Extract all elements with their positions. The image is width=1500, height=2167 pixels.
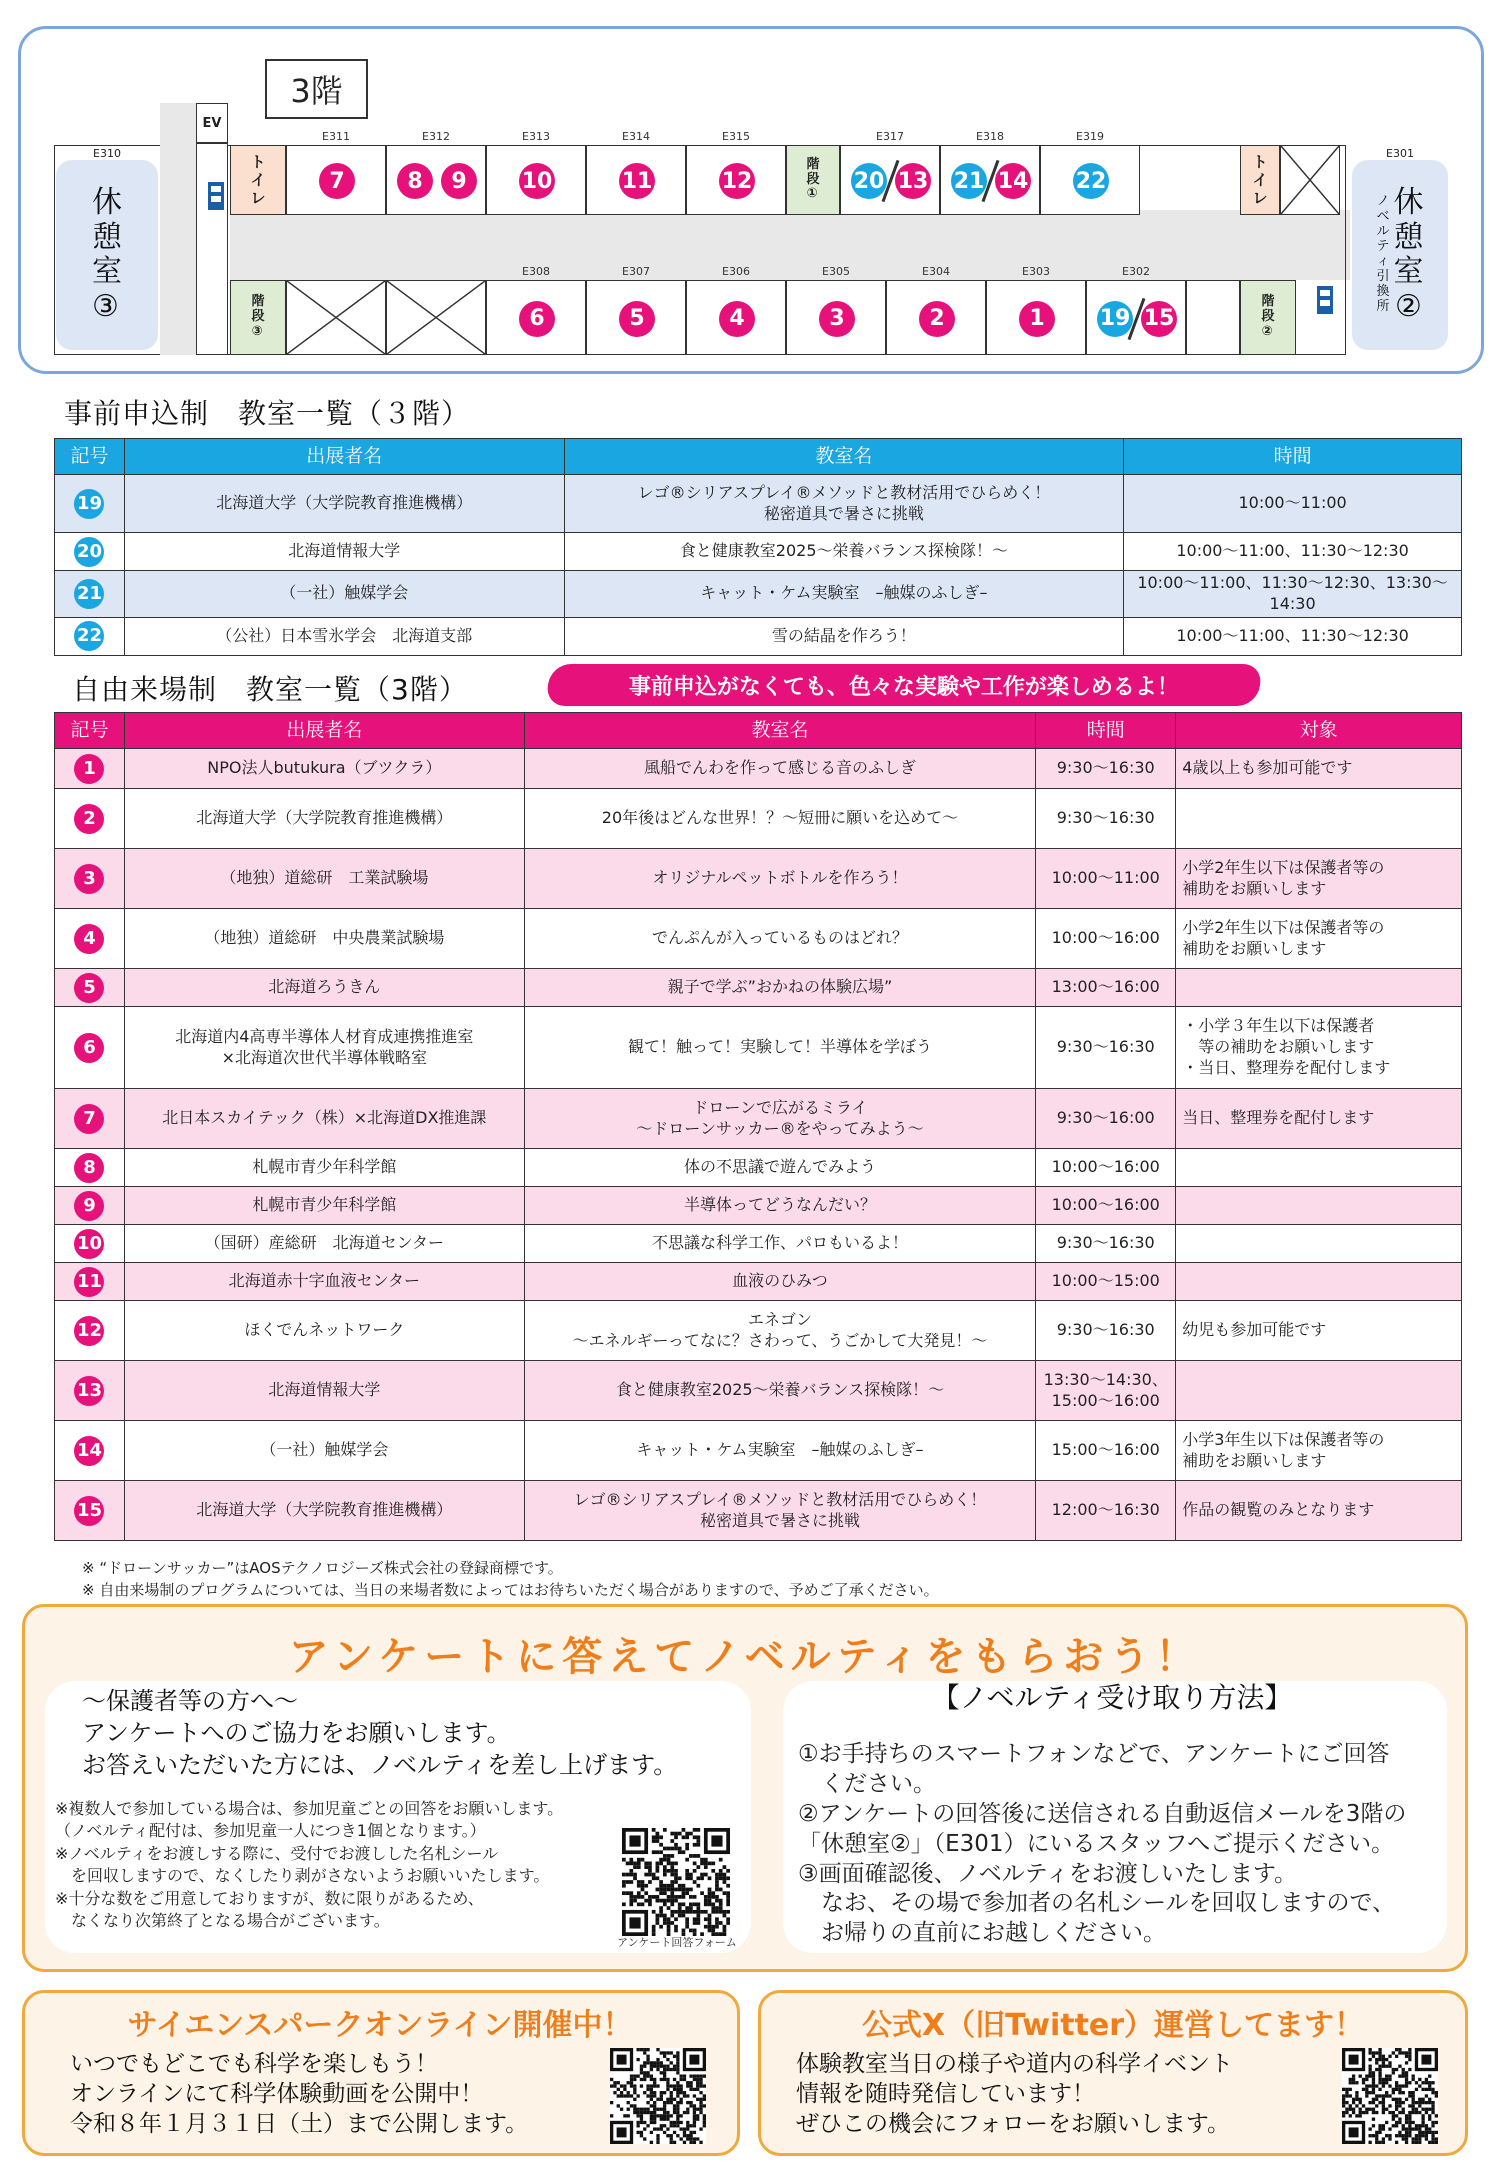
table-header-row	[55, 713, 1462, 749]
exhibitor-cell: 北海道内4高専半導体人材育成連携推進室 ×北海道次世代半導体戦略室	[124, 1007, 524, 1089]
table-row	[55, 571, 1462, 618]
room-number-19: 19	[1097, 301, 1133, 337]
class-name-cell: 20年後はどんな世界！？～短冊に願いを込めて～	[524, 789, 1036, 849]
time-cell: 10:00～16:00	[1036, 1187, 1176, 1225]
room-e305	[786, 265, 886, 355]
class-name-cell: 半導体ってどうなんだい？	[524, 1187, 1036, 1225]
row-number-badge: 4	[74, 924, 104, 954]
exhibitor-cell: 北海道情報大学	[124, 533, 564, 571]
online-line-1: いつでもどこでも科学を楽しもう！	[70, 2051, 438, 2077]
row-number-cell	[55, 1089, 125, 1149]
table-row	[55, 1301, 1462, 1361]
toilet-right: ト イ レ	[1240, 145, 1280, 215]
time-cell: 10:00～15:00	[1036, 1263, 1176, 1301]
table-row	[55, 1481, 1462, 1541]
room-code: E313	[522, 130, 550, 143]
room-number-1: 1	[1019, 301, 1055, 337]
exhibitor-cell: 北海道赤十字血液センター	[124, 1263, 524, 1301]
room-number-11: 11	[619, 163, 655, 199]
twitter-line-3: ぜひこの機会にフォローをお願いします。	[796, 2111, 1231, 2137]
room-number-13: 13	[895, 163, 931, 199]
room-code: E307	[622, 265, 650, 278]
ev-wall	[196, 143, 228, 355]
novelty-step-line: お帰りの直前にお越しください。	[798, 1920, 1166, 1947]
room-e306	[686, 265, 786, 355]
row-number-badge: 1	[74, 754, 104, 784]
room-number-12: 12	[719, 163, 755, 199]
stairs-3: 階 段 ③	[230, 280, 286, 355]
time-cell: 10:00～11:00、11:30～12:30	[1124, 533, 1462, 571]
row-number-badge: 12	[74, 1316, 104, 1346]
class-name-cell: 食と健康教室2025～栄養バランス探検隊！～	[524, 1361, 1036, 1421]
table-row	[55, 969, 1462, 1007]
preregistration-table	[54, 438, 1462, 656]
elevator-label: EV	[196, 103, 228, 143]
room-code: E305	[822, 265, 850, 278]
class-name-cell: 体の不思議で遊んでみよう	[524, 1149, 1036, 1187]
table-row	[55, 1421, 1462, 1481]
novelty-step-line: なお、その場で参加者の名札シールを回収しますので、	[798, 1890, 1396, 1917]
room-number-8: 8	[397, 163, 433, 199]
closed-room-top	[1280, 145, 1340, 215]
target-cell: 小学2年生以下は保護者等の 補助をお願いします	[1176, 849, 1462, 909]
room-number-3: 3	[819, 301, 855, 337]
room-code: E315	[722, 130, 750, 143]
online-line-3: 令和８年１月３１日（土）まで公開します。	[70, 2111, 529, 2137]
time-cell: 13:00～16:00	[1036, 969, 1176, 1007]
room-e312	[386, 130, 486, 215]
room-e314	[586, 130, 686, 215]
room-e319	[1040, 130, 1140, 215]
room-code: E311	[322, 130, 350, 143]
exhibitor-cell: （国研）産総研 北海道センター	[124, 1225, 524, 1263]
target-cell: ・小学３年生以下は保護者 等の補助をお願いします ・当日、整理券を配付します	[1176, 1007, 1462, 1089]
survey-note-line: なくなり次第終了となる場合がございます。	[55, 1910, 390, 1930]
target-cell	[1176, 969, 1462, 1007]
table-row	[55, 533, 1462, 571]
novelty-steps	[798, 1740, 1458, 1949]
survey-note-line: ※複数人で参加している場合は、参加児童ごとの回答をお願いします。	[55, 1799, 564, 1818]
vending-icon	[1317, 286, 1333, 314]
time-cell: 9:30～16:30	[1036, 1301, 1176, 1361]
lounge-right-name: 休 憩 室 ②	[1393, 185, 1424, 324]
class-name-cell: 雪の結晶を作ろう！	[564, 617, 1124, 655]
twitter-title: 公式X（旧Twitter）運営してます！	[861, 2008, 1365, 2043]
banner-text: 事前申込がなくても、色々な実験や工作が楽しめるよ！	[628, 674, 1179, 700]
row-number-cell	[55, 1263, 125, 1301]
section2-heading: 自由来場制 教室一覧（3階）	[72, 673, 468, 706]
row-number-badge: 5	[74, 973, 104, 1003]
exhibitor-cell: 北海道情報大学	[124, 1361, 524, 1421]
header-1: 出展者名	[124, 439, 564, 475]
class-name-cell: 血液のひみつ	[524, 1263, 1036, 1301]
lounge-right	[1352, 160, 1448, 350]
lounge-left-code: E310	[93, 147, 121, 160]
survey-note-line: ※十分な数をご用意しておりますが、数に限りがあるため、	[55, 1888, 484, 1908]
closed-room-2	[386, 280, 486, 355]
target-cell: 当日、整理券を配付します	[1176, 1089, 1462, 1149]
time-cell: 10:00～16:00	[1036, 909, 1176, 969]
class-name-cell: ドローンで広がるミライ ～ドローンサッカー®をやってみよう～	[524, 1089, 1036, 1149]
table-row	[55, 1149, 1462, 1187]
row-number-cell	[55, 1187, 125, 1225]
row-number-badge: 15	[74, 1496, 104, 1526]
target-cell	[1176, 1187, 1462, 1225]
row-number-badge: 22	[74, 621, 104, 651]
header-3: 時間	[1036, 713, 1176, 749]
room-e317	[840, 130, 940, 215]
novelty-step-line: ③画面確認後、ノベルティをお渡しいたします。	[798, 1860, 1298, 1887]
novelty-step-line: ください。	[798, 1770, 936, 1797]
note-2: ※ 自由来場制のプログラムについては、当日の来場者数によってはお待ちいただく場合がありますので、予めご了承ください。	[82, 1581, 939, 1599]
twitter-qr-code[interactable]	[1342, 2048, 1438, 2144]
survey-title: アンケートに答えてノベルティをもらおう！	[288, 1634, 1202, 1680]
time-cell: 15:00～16:00	[1036, 1421, 1176, 1481]
header-0: 記号	[55, 439, 125, 475]
row-number-cell	[55, 1421, 125, 1481]
exhibitor-cell: 札幌市青少年科学館	[124, 1187, 524, 1225]
survey-note-line: ※ノベルティをお渡しする際に、受付でお渡しした名札シール	[55, 1843, 499, 1863]
room-number-21: 21	[951, 163, 987, 199]
class-name-cell: 食と健康教室2025～栄養バランス探検隊！～	[564, 533, 1124, 571]
exhibitor-cell: （地独）道総研 工業試験場	[124, 849, 524, 909]
table-row	[55, 909, 1462, 969]
lounge-right-code: E301	[1386, 147, 1414, 160]
time-cell: 10:00～16:00	[1036, 1149, 1176, 1187]
exhibitor-cell: 札幌市青少年科学館	[124, 1149, 524, 1187]
online-title: サイエンスパークオンライン開催中！	[127, 2008, 633, 2043]
time-cell: 10:00～11:00、11:30～12:30、13:30～14:30	[1124, 571, 1462, 618]
elevator-shaft	[160, 103, 196, 355]
room-code: E317	[876, 130, 904, 143]
class-name-cell: 不思議な科学工作、パロもいるよ！	[524, 1225, 1036, 1263]
row-number-cell	[55, 909, 125, 969]
target-cell: 幼児も参加可能です	[1176, 1301, 1462, 1361]
row-number-cell	[55, 849, 125, 909]
room-code: E302	[1122, 265, 1150, 278]
row-number-badge: 6	[74, 1033, 104, 1063]
room-e304	[886, 265, 986, 355]
room-code: E314	[622, 130, 650, 143]
room-e302	[1086, 265, 1186, 355]
class-name-cell: オリジナルペットボトルを作ろう！	[524, 849, 1036, 909]
novelty-step-line: ①お手持ちのスマートフォンなどで、アンケートにご回答	[798, 1741, 1390, 1767]
survey-left-line-3: お答えいただいた方には、ノベルティを差し上げます。	[82, 1751, 678, 1779]
table-row	[55, 1007, 1462, 1089]
free-entry-table	[54, 712, 1462, 1541]
exhibitor-cell: NPO法人butukura（ブツクラ）	[124, 749, 524, 789]
row-number-cell	[55, 571, 125, 618]
section1-heading: 事前申込制 教室一覧（３階）	[64, 397, 471, 430]
target-cell: 作品の観覧のみとなります	[1176, 1481, 1462, 1541]
room-code: E306	[722, 265, 750, 278]
row-number-cell	[55, 789, 125, 849]
time-cell: 10:00～11:00	[1036, 849, 1176, 909]
survey-note-line: を回収しますので、なくしたり剥がさないようお願いいたします。	[55, 1866, 550, 1886]
class-name-cell: レゴ®シリアスプレイ®メソッドと教材活用でひらめく！ 秘密道具で暑さに挑戦	[524, 1481, 1036, 1541]
class-name-cell: エネゴン ～エネルギーってなに？さわって、うごかして大発見！～	[524, 1301, 1036, 1361]
room-number-22: 22	[1073, 163, 1109, 199]
table-row	[55, 1263, 1462, 1301]
time-cell: 9:30～16:30	[1036, 1225, 1176, 1263]
time-cell: 13:30～14:30、 15:00～16:00	[1036, 1361, 1176, 1421]
stairs-1: 階 段 ①	[786, 145, 840, 215]
exhibitor-cell: 北海道ろうきん	[124, 969, 524, 1007]
room-number-15: 15	[1141, 301, 1177, 337]
row-number-badge: 9	[74, 1191, 104, 1221]
target-cell: 4歳以上も参加可能です	[1176, 749, 1462, 789]
vending-icon	[208, 182, 224, 210]
novelty-title: 【ノベルティ受け取り方法】	[931, 1681, 1293, 1714]
twitter-line-1: 体験教室当日の様子や道内の科学イベント	[796, 2051, 1233, 2077]
closed-room-1	[286, 280, 386, 355]
online-line-2: オンラインにて科学体験動画を公開中！	[70, 2081, 484, 2107]
room-e307	[586, 265, 686, 355]
row-number-cell	[55, 1481, 125, 1541]
room-number-6: 6	[519, 301, 555, 337]
header-2: 教室名	[524, 713, 1036, 749]
time-cell: 9:30～16:30	[1036, 1007, 1176, 1089]
table-row	[55, 789, 1462, 849]
header-4: 対象	[1176, 713, 1462, 749]
row-number-badge: 20	[74, 537, 104, 567]
novelty-step-line: ②アンケートの回答後に送信される自動返信メールを3階の	[798, 1800, 1407, 1827]
survey-left-line-1: ～保護者等の方へ～	[82, 1687, 298, 1715]
table-row	[55, 475, 1462, 533]
time-cell: 10:00～11:00	[1124, 475, 1462, 533]
row-number-cell	[55, 1361, 125, 1421]
time-cell: 10:00～11:00、11:30～12:30	[1124, 617, 1462, 655]
table-header-row	[55, 439, 1462, 475]
target-cell	[1176, 1263, 1462, 1301]
room-number-7: 7	[319, 163, 355, 199]
twitter-line-2: 情報を随時発信しています！	[796, 2081, 1095, 2107]
header-3: 時間	[1124, 439, 1462, 475]
qr-caption: アンケート回答フォーム	[617, 1936, 737, 1949]
exhibitor-cell: （公社）日本雪氷学会 北海道支部	[124, 617, 564, 655]
class-name-cell: でんぷんが入っているものはどれ？	[524, 909, 1036, 969]
class-name-cell: キャット・ケム実験室 –触媒のふしぎ–	[564, 571, 1124, 618]
row-number-cell	[55, 969, 125, 1007]
row-number-cell	[55, 1301, 125, 1361]
lounge-left: 休 憩 室 ③	[56, 160, 158, 350]
room-number-10: 10	[519, 163, 555, 199]
header-2: 教室名	[564, 439, 1124, 475]
row-number-badge: 19	[74, 489, 104, 519]
row-number-cell	[55, 475, 125, 533]
time-cell: 9:30～16:30	[1036, 749, 1176, 789]
class-name-cell: キャット・ケム実験室 –触媒のふしぎ–	[524, 1421, 1036, 1481]
room-number-14: 14	[995, 163, 1031, 199]
table-row	[55, 617, 1462, 655]
floor-label: 3階	[265, 59, 368, 119]
row-number-badge: 3	[74, 864, 104, 894]
floor-map-layer	[0, 0, 1500, 380]
survey-note-line: （ノベルティ配付は、参加児童一人につき1個となります。）	[55, 1821, 486, 1841]
room-bottom-filler	[1186, 280, 1240, 355]
room-e313	[486, 130, 586, 215]
header-1: 出展者名	[124, 713, 524, 749]
time-cell: 9:30～16:30	[1036, 789, 1176, 849]
table-row	[55, 1089, 1462, 1149]
novelty-step-line: 「休憩室②」（E301）にいるスタッフへご提示ください。	[798, 1830, 1395, 1857]
row-number-badge: 2	[74, 804, 104, 834]
row-number-badge: 21	[74, 579, 104, 609]
exhibitor-cell: （地独）道総研 中央農業試験場	[124, 909, 524, 969]
online-qr-code[interactable]	[610, 2048, 706, 2144]
exhibitor-cell: ほくでんネットワーク	[124, 1301, 524, 1361]
table-row	[55, 849, 1462, 909]
target-cell	[1176, 789, 1462, 849]
room-code: E318	[976, 130, 1004, 143]
room-number-9: 9	[441, 163, 477, 199]
room-code: E304	[922, 265, 950, 278]
row-number-badge: 7	[74, 1104, 104, 1134]
table-row	[55, 1187, 1462, 1225]
target-cell	[1176, 1149, 1462, 1187]
row-number-badge: 14	[74, 1436, 104, 1466]
room-code: E308	[522, 265, 550, 278]
lounge-right-sub: ノ ベ ル テ ィ 引 換 所	[1376, 194, 1390, 314]
free-entry-banner	[545, 664, 1263, 706]
row-number-badge: 10	[74, 1229, 104, 1259]
target-cell	[1176, 1225, 1462, 1263]
room-e315	[686, 130, 786, 215]
row-number-cell	[55, 617, 125, 655]
row-number-cell	[55, 749, 125, 789]
header-0: 記号	[55, 713, 125, 749]
room-number-2: 2	[919, 301, 955, 337]
target-cell: 小学3年生以下は保護者等の 補助をお願いします	[1176, 1421, 1462, 1481]
exhibitor-cell: （一社）触媒学会	[124, 1421, 524, 1481]
row-number-cell	[55, 1007, 125, 1089]
room-e303	[986, 265, 1086, 355]
room-e318	[940, 130, 1040, 215]
exhibitor-cell: 北海道大学（大学院教育推進機構）	[124, 1481, 524, 1541]
room-code: E303	[1022, 265, 1050, 278]
target-cell	[1176, 1361, 1462, 1421]
room-number-20: 20	[851, 163, 887, 199]
row-number-cell	[55, 1149, 125, 1187]
class-name-cell: レゴ®シリアスプレイ®メソッドと教材活用でひらめく！ 秘密道具で暑さに挑戦	[564, 475, 1124, 533]
room-e308	[486, 265, 586, 355]
room-number-5: 5	[619, 301, 655, 337]
time-cell: 9:30～16:00	[1036, 1089, 1176, 1149]
exhibitor-cell: 北海道大学（大学院教育推進機構）	[124, 789, 524, 849]
target-cell: 小学2年生以下は保護者等の 補助をお願いします	[1176, 909, 1462, 969]
row-number-cell	[55, 533, 125, 571]
room-code: E319	[1076, 130, 1104, 143]
row-number-badge: 13	[74, 1376, 104, 1406]
room-e311	[286, 130, 386, 215]
table-row	[55, 1225, 1462, 1263]
toilet-left: ト イ レ	[230, 145, 286, 215]
table-row	[55, 1361, 1462, 1421]
survey-notes	[55, 1798, 615, 1932]
class-name-cell: 観て！触って！実験して！半導体を学ぼう	[524, 1007, 1036, 1089]
room-code: E312	[422, 130, 450, 143]
note-1: ※ “ドローンサッカー”はAOSテクノロジーズ株式会社の登録商標です。	[82, 1559, 563, 1577]
row-number-badge: 11	[74, 1267, 104, 1297]
survey-qr-code[interactable]	[622, 1828, 730, 1936]
exhibitor-cell: 北日本スカイテック（株）×北海道DX推進課	[124, 1089, 524, 1149]
stairs-2: 階 段 ②	[1240, 280, 1296, 355]
exhibitor-cell: 北海道大学（大学院教育推進機構）	[124, 475, 564, 533]
exhibitor-cell: （一社）触媒学会	[124, 571, 564, 618]
time-cell: 12:00～16:30	[1036, 1481, 1176, 1541]
survey-left-line-2: アンケートへのご協力をお願いします。	[82, 1719, 511, 1747]
class-name-cell: 親子で学ぶ”おかねの体験広場”	[524, 969, 1036, 1007]
row-number-badge: 8	[74, 1153, 104, 1183]
room-number-4: 4	[719, 301, 755, 337]
class-name-cell: 風船でんわを作って感じる音のふしぎ	[524, 749, 1036, 789]
table-row	[55, 749, 1462, 789]
row-number-cell	[55, 1225, 125, 1263]
